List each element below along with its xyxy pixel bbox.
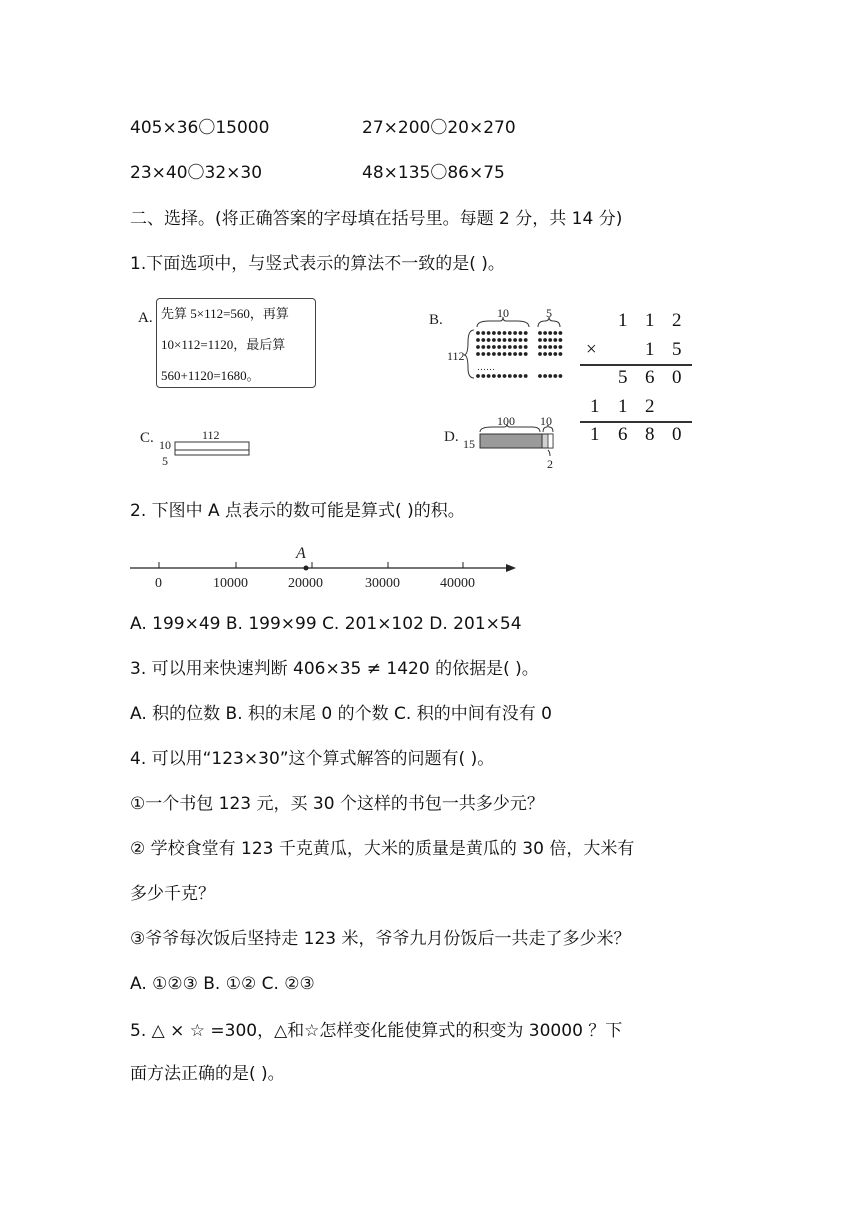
dot [559,331,563,335]
q5-line-1: 5. △ × ☆ =300，△和☆怎样变化能使算式的积变为 30000 ？下 [130,1021,623,1041]
dot [492,331,496,335]
dot [543,345,547,349]
dot [481,374,485,378]
dot [513,338,517,342]
point-a-label: A [296,545,306,562]
option-b-brace-10 [477,317,529,327]
dot [548,338,552,342]
dot [538,374,542,378]
calc-r5-d4: 0 [672,424,682,445]
calc-r1-d2: 1 [645,310,655,331]
dot [559,352,563,356]
option-d-rect-100 [480,434,542,448]
q1-option-b-figure [427,302,577,382]
q4-item-2-line-2: 多少千克？ [130,884,215,904]
option-a-letter: A. [138,310,153,326]
dot [538,345,542,349]
dot [548,352,552,356]
option-c-letter: C. [140,430,154,446]
option-b-label-10: 10 [497,306,509,320]
dot [476,345,480,349]
dot [492,352,496,356]
calc-r2-d2: 5 [672,339,682,360]
dot [538,331,542,335]
number-line-arrow [506,564,516,572]
q2-stem: 2. 下图中 A 点表示的数可能是算式( )的积。 [130,501,465,521]
dot [503,352,507,356]
tick-label-20000: 20000 [288,576,323,591]
dot [487,345,491,349]
dot [513,374,517,378]
q5-line-2: 面方法正确的是( )。 [130,1064,285,1084]
dot [476,331,480,335]
dot [476,352,480,356]
calc-times: × [586,339,597,360]
q1-option-d-figure [442,412,577,472]
dot [543,352,547,356]
option-b-label-5: 5 [546,306,552,320]
option-c-rect-bottom [175,450,249,455]
dot [497,338,501,342]
option-b-brace-5 [538,317,560,327]
option-c-label-5: 5 [162,454,168,468]
calc-r1-d3: 2 [672,310,682,331]
dot [559,338,563,342]
q1-option-c-figure [138,424,268,468]
q2-number-line [130,543,525,593]
option-c-rect-top [175,442,249,450]
point-a-dot [304,566,309,571]
option-a-line-3: 560+1120=1680。 [161,368,260,383]
dot [487,374,491,378]
option-d-label-15: 15 [463,437,475,451]
dot [503,374,507,378]
section-heading: 二、选择。(将正确答案的字母填在括号里。每题 2 分，共 14 分) [130,209,623,229]
calc-r4-d1: 1 [590,396,600,417]
compare-row-1-left: 405×36〇15000 [130,118,270,138]
q4-item-3: ③爷爷每次饭后坚持走 123 米，爷爷九月份饭后一共走了多少米？ [130,929,631,949]
option-a-line-2: 10×112=1120，最后算 [161,337,286,352]
dot [492,374,496,378]
dot [487,338,491,342]
q1-stem: 1.下面选项中，与竖式表示的算法不一致的是( )。 [130,254,505,274]
dot [513,352,517,356]
option-d-label-2: 2 [547,457,553,471]
calc-r4-d3: 2 [645,396,655,417]
dot [548,374,552,378]
dot [553,345,557,349]
dot [519,338,523,342]
dot [503,345,507,349]
calc-line-1 [580,364,692,366]
dot [487,352,491,356]
dot [559,374,563,378]
dot [538,338,542,342]
dot [492,338,496,342]
dot [524,331,528,335]
dot [519,331,523,335]
dot [481,345,485,349]
q3-options: A. 积的位数 B. 积的末尾 0 的个数 C. 积的中间有没有 0 [130,704,552,724]
dot [559,345,563,349]
calc-r5-d2: 6 [618,424,628,445]
option-b-dots-ellipsis: …… [477,362,495,372]
option-b-brace-112 [464,330,474,378]
option-b-letter: B. [429,312,443,328]
dot [476,374,480,378]
calc-r5-d3: 8 [645,424,655,445]
option-d-label-10: 10 [540,414,552,428]
q1-option-a [138,298,318,390]
dot [497,331,501,335]
dot [553,374,557,378]
dot [548,331,552,335]
dot [503,331,507,335]
dot [524,345,528,349]
dot [553,338,557,342]
dot [508,374,512,378]
option-c-label-10: 10 [159,438,171,452]
dot [487,331,491,335]
dot [481,338,485,342]
dot [519,374,523,378]
option-d-letter: D. [444,429,459,445]
dot [508,345,512,349]
q4-item-1: ①一个书包 123 元，买 30 个这样的书包一共多少元？ [130,794,544,814]
dot [524,338,528,342]
tick-label-0: 0 [155,576,162,591]
option-d-label-100: 100 [497,414,515,428]
dot [519,345,523,349]
dot [524,374,528,378]
dot [553,331,557,335]
calc-r3-d2: 6 [645,367,655,388]
calc-line-2 [580,421,692,423]
compare-row-2-left: 23×40〇32×30 [130,163,263,183]
option-a-line-1: 先算 5×112=560，再算 [161,306,289,321]
dot [543,338,547,342]
tick-label-40000: 40000 [440,576,475,591]
dot [508,331,512,335]
tick-label-30000: 30000 [365,576,400,591]
dot [519,352,523,356]
option-d-brace-2 [548,450,550,456]
dot [553,352,557,356]
option-d-rect-2 [548,434,553,448]
q1-vertical-calc [580,308,695,448]
dot [548,345,552,349]
dot [476,338,480,342]
dot [497,345,501,349]
calc-r4-d2: 1 [618,396,628,417]
compare-row-2-right: 48×135〇86×75 [362,163,505,183]
dot [538,352,542,356]
dot [497,374,501,378]
option-a-box [156,298,316,388]
calc-r5-d1: 1 [590,424,600,445]
dot [543,374,547,378]
q4-stem: 4. 可以用“123×30”这个算式解答的问题有( )。 [130,749,495,769]
dot [543,331,547,335]
q2-options: A. 199×49 B. 199×99 C. 201×102 D. 201×54 [130,614,522,634]
dot [513,345,517,349]
dot [481,331,485,335]
dot [513,331,517,335]
calc-r3-d3: 0 [672,367,682,388]
compare-row-1-right: 27×200〇20×270 [362,118,516,138]
calc-r1-d1: 1 [618,310,628,331]
dot [497,352,501,356]
dot [524,352,528,356]
q4-options: A. ①②③ B. ①② C. ②③ [130,974,315,994]
calc-r3-d1: 5 [618,367,628,388]
dot [508,352,512,356]
q3-stem: 3. 可以用来快速判断 406×35 ≠ 1420 的依据是( )。 [130,659,539,679]
dot [508,338,512,342]
q4-item-2-line-1: ② 学校食堂有 123 千克黄瓜，大米的质量是黄瓜的 30 倍，大米有 [130,839,635,859]
calc-r2-d1: 1 [645,339,655,360]
option-c-label-112: 112 [202,428,220,442]
option-b-label-112: 112 [447,349,465,363]
dot [503,338,507,342]
dot [492,345,496,349]
dot [481,352,485,356]
tick-label-10000: 10000 [213,576,248,591]
